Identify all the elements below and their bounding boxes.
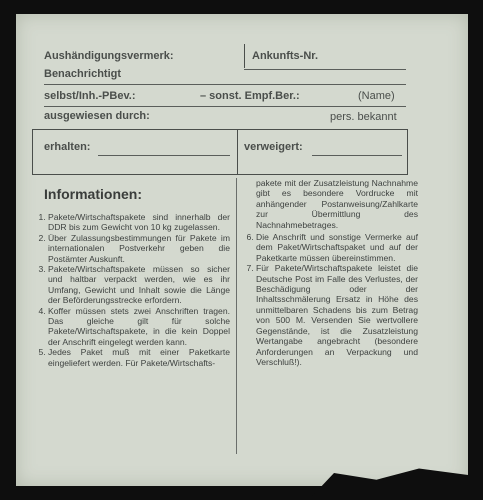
arrival-number-line — [244, 69, 406, 70]
info-left-column — [34, 212, 230, 368]
info-item-5-start: 5. Jedes Paket muß mit einer Paketkarte eingeliefert werden. Für Pakete/Wirtschafts- — [48, 347, 230, 368]
info-item-1: 1. Pakete/Wirtschaftspakete sind innerhalb der DDR bis zum Gewicht von 10 kg zugelassen. — [48, 212, 230, 233]
info-right-column — [242, 178, 418, 367]
arrival-number-label: Ankunfts-Nr. — [252, 50, 318, 62]
name-label: (Name) — [358, 90, 395, 102]
self-recipient-label: selbst/Inh.-PBev.: — [44, 90, 136, 102]
info-item-5-continued: pakete mit der Zusatzleistung Nachnahme gibt es besondere Vordrucke mit anhängender Postanweisung/Zahlkarte zur Übermittlung des Nachnahmebetrages. — [256, 178, 418, 230]
notified-label: Benachrichtigt — [44, 68, 122, 80]
delivery-note-label: Aushändigungsvermerk: — [44, 50, 174, 62]
received-line — [98, 155, 230, 156]
refused-label: verweigert: — [244, 141, 303, 153]
personally-known-label: pers. bekannt — [330, 111, 397, 123]
info-item-2: 2. Über Zulassungsbestimmungen für Pakete im internationalen Postverkehr geben die Postämter Auskunft. — [48, 233, 230, 264]
column-divider — [236, 178, 237, 454]
info-item-7: 7. Für Pakete/Wirtschaftspakete leistet die Deutsche Post im Falle des Verlustes, der Beschädigung oder der Inhaltsschmälerung Ersatz in Höhe des unmittelbaren Schadens bis zum Betrag von 500 M. Versenden Sie wertvollere Gegenstände, ist die Zusatzleistung Wertangabe angebracht (besondere Anforderungen an Verpackung und Verschluß!). — [256, 263, 418, 367]
identified-by-label: ausgewiesen durch: — [44, 110, 150, 122]
notified-line — [44, 84, 406, 85]
recipient-line — [44, 106, 406, 107]
parcel-form — [16, 14, 468, 486]
arrival-divider — [244, 44, 245, 68]
other-recipient-label: – sonst. Empf.Ber.: — [200, 90, 300, 102]
received-label: erhalten: — [44, 141, 91, 153]
info-item-3: 3. Pakete/Wirtschaftspakete müssen so sicher und haltbar verpackt werden, wie es ihr Umfang, Gewicht und Inhalt sowie die Länge der Beförderungsstrecke erfordern. — [48, 264, 230, 306]
info-title: Informationen: — [44, 186, 142, 202]
info-item-6: 6. Die Anschrift und sonstige Vermerke auf dem Paket/Wirtschaftspaket und auf der Paketkarte müssen übereinstimmen. — [256, 232, 418, 263]
info-item-4: 4. Koffer müssen stets zwei Anschriften tragen. Das gleiche gilt für solche Pakete/Wirtschaftspakete, in die kein Doppel der Anschrift eingelegt werden kann. — [48, 306, 230, 348]
signature-divider — [237, 130, 238, 174]
refused-line — [312, 155, 402, 156]
